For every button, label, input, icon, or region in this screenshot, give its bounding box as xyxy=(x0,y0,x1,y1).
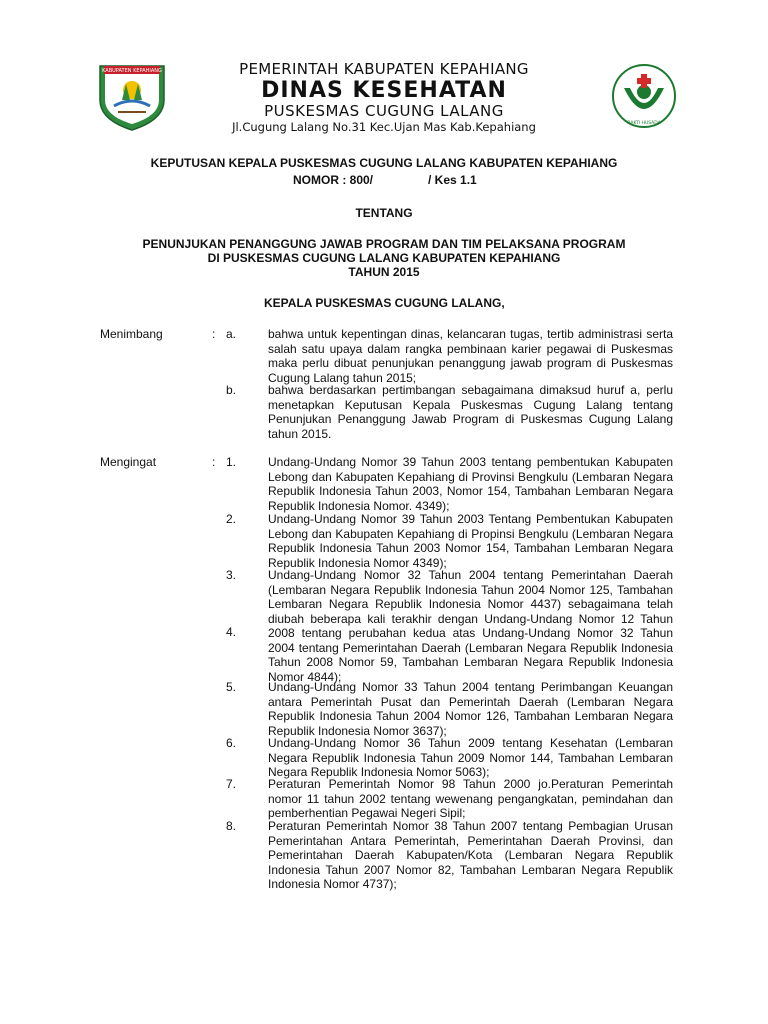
logo-caption: BAKTI HUSADA xyxy=(627,121,661,126)
legal-basis-6: Undang-Undang Nomor 36 Tahun 2009 tentang Kesehatan (Lembaran Negara Republik Indonesia Tahun 2009 Nomor 144, Tambahan Lembaran Negara Republik Indonesia Nomor 5063); xyxy=(268,736,673,779)
list-marker: 8. xyxy=(226,819,237,833)
legal-basis-2: Undang-Undang Nomor 39 Tahun 2003 Tentang Pembentukan Kabupaten Lebong dan Kabupaten Kepahiang di Propinsi Bengkulu (Lembaran Negara Republik Indonesia Tahun 2003 Nomor 154, Tambahan Lembaran Negara Republik Indonesia Nomor 4349); xyxy=(268,512,673,570)
list-marker: 3. xyxy=(226,568,237,582)
menimbang-colon: : xyxy=(212,327,216,341)
consideration-b: bahwa berdasarkan pertimbangan sebagaimana dimaksud huruf a, perlu menetapkan Keputusan Kepala Puskesmas Cugung Lalang tentang Penunjukan Penanggung Jawab Program di Puskesmas Cugung Lalang tahun 2015. xyxy=(268,383,673,441)
legal-basis-7: Peraturan Pemerintah Nomor 98 Tahun 2000 jo.Peraturan Pemerintah nomor 11 tahun 2002 tentang wewenang pengangkatan, pemindahan dan pemberhentian Pegawai Negeri Sipil; xyxy=(268,777,673,820)
tentang-heading: TENTANG xyxy=(355,206,413,220)
decree-number-label: NOMOR : 800/ xyxy=(293,173,374,187)
mengingat-label: Mengingat xyxy=(100,455,157,469)
kop-agency: DINAS KESEHATAN xyxy=(261,78,507,103)
list-marker: a. xyxy=(226,327,237,341)
decree-number-suffix: / Kes 1.1 xyxy=(428,173,477,187)
subject-line-3: TAHUN 2015 xyxy=(348,265,420,279)
list-marker: 5. xyxy=(226,680,237,694)
subject-line-2: DI PUSKESMAS CUGUNG LALANG KABUPATEN KEPAHIANG xyxy=(207,251,561,265)
decree-title: KEPUTUSAN KEPALA PUSKESMAS CUGUNG LALANG KABUPATEN KEPAHIANG xyxy=(150,156,618,170)
bakti-husada-logo xyxy=(610,62,678,134)
legal-basis-5: Undang-Undang Nomor 33 Tahun 2004 tentang Perimbangan Keuangan antara Pemerintah Pusat dan Pemerintah Daerah (Lembaran Negara Republik Indonesia Tahun 2004 Nomor 126, Tambahan Lembaran Negara Republik Indonesia Nomor 3637); xyxy=(268,680,673,738)
subject-line-1: PENUNJUKAN PENANGGUNG JAWAB PROGRAM DAN TIM PELAKSANA PROGRAM xyxy=(142,237,626,251)
issuing-official: KEPALA PUSKESMAS CUGUNG LALANG, xyxy=(264,296,505,310)
list-marker: 1. xyxy=(226,455,237,469)
mengingat-colon: : xyxy=(212,455,216,469)
legal-basis-3: Undang-Undang Nomor 32 Tahun 2004 tentang Pemerintahan Daerah (Lembaran Negara Republik Indonesia Tahun 2004 Nomor 125, Tambahan Lembaran Negara Republik Indonesia Nomor 4437) sebagaimana telah diubah beberapa kali terakhir dengan Undang-Undang Nomor 12 Tahun 2008 tentang perubahan kedua atas Undang-Undang Nomor 32 Tahun 2004 tentang Pemerintahan Daerah (Lembaran Negara Republik Indonesia Tahun 2008 Nomor 59, Tambahan Lembaran Negara Republik Indonesia Nomor 4844); xyxy=(268,568,673,684)
list-marker: b. xyxy=(226,383,237,397)
kop-address: Jl.Cugung Lalang No.31 Kec.Ujan Mas Kab.Kepahiang xyxy=(232,120,536,134)
consideration-a: bahwa untuk kepentingan dinas, kelancaran tugas, tertib administrasi serta salah satu upaya dalam rangka pembinaan karier pegawai di Puskesmas maka perlu dibuat penunjukan penanggung jawab program di Puskesmas Cugung Lalang tahun 2015; xyxy=(268,327,673,385)
list-marker: 4. xyxy=(226,625,237,639)
kop-unit: PUSKESMAS CUGUNG LALANG xyxy=(264,102,504,120)
list-marker: 6. xyxy=(226,736,237,750)
list-marker: 7. xyxy=(226,777,237,791)
kop-government: PEMERINTAH KABUPATEN KEPAHIANG xyxy=(239,60,529,78)
legal-basis-1: Undang-Undang Nomor 39 Tahun 2003 tentang pembentukan Kabupaten Lebong dan Kabupaten Kepahiang di Provinsi Bengkulu (Lembaran Negara Republik Indonesia Tahun 2003, Nomor 154, Tambahan Lembaran Negara Republik Indonesia Nomor. 4349); xyxy=(268,455,673,513)
menimbang-label: Menimbang xyxy=(100,327,163,341)
logo-banner-text: KABUPATEN KEPAHIANG xyxy=(102,68,162,74)
list-marker: 2. xyxy=(226,512,237,526)
legal-basis-8: Peraturan Pemerintah Nomor 38 Tahun 2007 tentang Pembagian Urusan Pemerintahan Antara Pemerintah, Pemerintahan Daerah Provinsi, dan Pemerintahan Daerah Kabupaten/Kota (Lembaran Negara Republik Indonesia Tahun 2007 Nomor 82, Tambahan Lembaran Negara Republik Indonesia Nomor 4737); xyxy=(268,819,673,891)
